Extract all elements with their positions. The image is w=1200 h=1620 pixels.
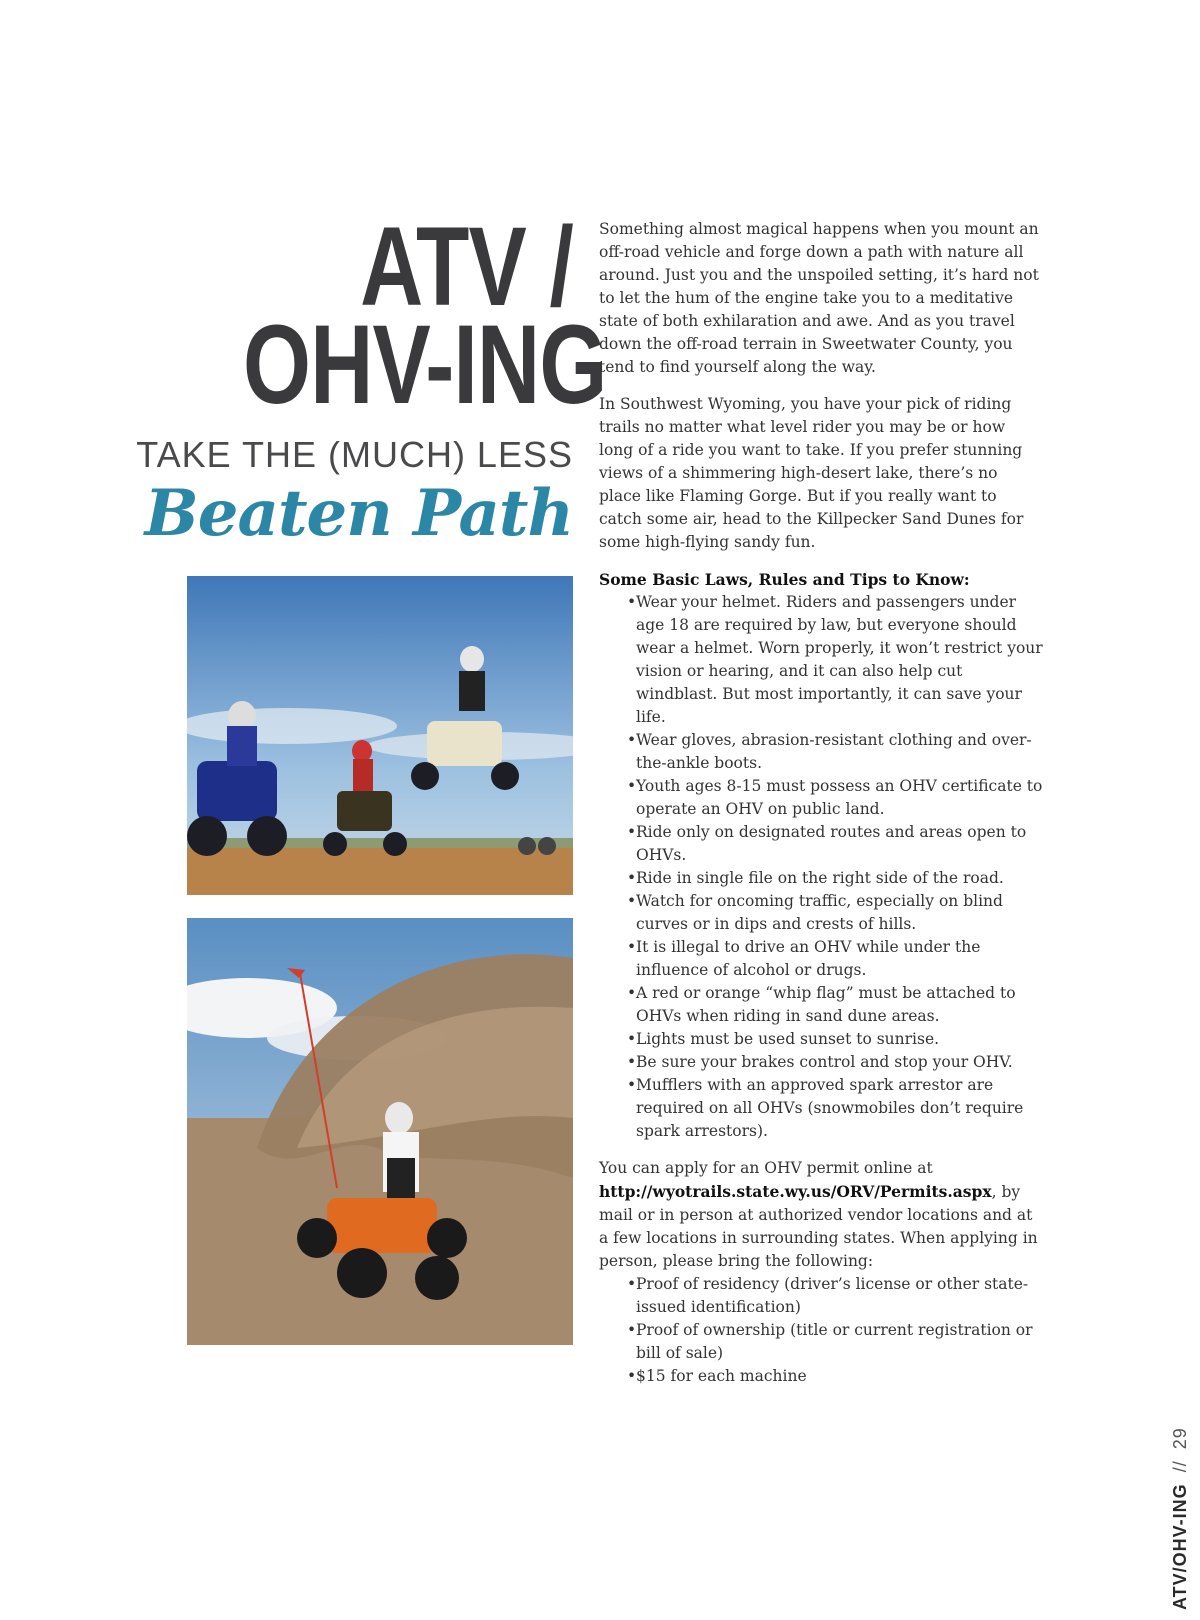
list-item: • Proof of residency (driver’s license or other state-issued identification) [627,1273,1044,1319]
list-item: • Mufflers with an approved spark arrestor are required on all OHVs (snowmobiles don’t require spark arrestors). [627,1074,1044,1143]
permit-url-link[interactable]: http://wyotrails.state.wy.us/ORV/Permits.aspx [599,1182,992,1201]
headline [136,204,607,551]
script-title: Beaten Path [144,476,573,551]
page-folio [1170,1410,1200,1620]
atv-dune-photo [187,918,573,1345]
list-item: • Lights must be used sunset to sunrise. [627,1028,1044,1051]
permit-paragraph [599,1157,1044,1273]
folio-separator: // [1170,1460,1190,1473]
atv-jump-photo [187,576,573,895]
list-item: • Be sure your brakes control and stop your OHV. [627,1051,1044,1074]
list-item: • A red or orange “whip flag” must be attached to OHVs when riding in sand dune areas. [627,982,1044,1028]
list-item: • Wear your helmet. Riders and passengers under age 18 are required by law, but everyone should wear a helmet. Worn properly, it won’t restrict your vision or hearing, and it can also help cut windblast. But most importantly, it can save your life. [627,591,1044,729]
intro-paragraph: Something almost magical happens when you mount an off-road vehicle and forge down a path with nature all around. Just you and the unspoiled setting, it’s hard not to let the hum of the engine take you to a meditative state of both exhilaration and awe. And as you travel down the off-road terrain in Sweetwater County, you tend to find yourself along the way. [599,220,1039,376]
permit-list [599,1273,1044,1388]
list-item: • It is illegal to drive an OHV while under the influence of alcohol or drugs. [627,936,1044,982]
permit-text-after: , by mail or in person at authorized vendor locations and at a few locations in surrounding states. When applying in person, please bring the following: [599,1183,1038,1270]
list-item: • Ride only on designated routes and areas open to OHVs. [627,821,1044,867]
title-line-2: OHV-ING [243,302,607,427]
subtitle: TAKE THE (MUCH) LESS [136,434,573,475]
rules-heading: Some Basic Laws, Rules and Tips to Know: [599,570,970,589]
list-item: • Wear gloves, abrasion-resistant clothing and over-the-ankle boots. [627,729,1044,775]
list-item: • Proof of ownership (title or current registration or bill of sale) [627,1319,1044,1365]
list-item: • Watch for oncoming traffic, especially on blind curves or in dips and crests of hills. [627,890,1044,936]
page-number: 29 [1170,1427,1190,1450]
trails-paragraph: In Southwest Wyoming, you have your pick of riding trails no matter what level rider you may be or how long of a ride you want to take. If you prefer stunning views of a shimmering high-desert lake, there’s no place like Flaming Gorge. But if you really want to catch some air, head to the Killpecker Sand Dunes for some high-flying sandy fun. [599,395,1024,551]
permit-text-before: You can apply for an OHV permit online at [599,1159,933,1177]
list-item: • Ride in single file on the right side of the road. [627,867,1044,890]
title-line-1: ATV / [360,204,573,329]
list-item: • $15 for each machine [627,1365,1044,1388]
folio-section: ATV/OHV-ING [1170,1483,1190,1610]
list-item: • Youth ages 8-15 must possess an OHV certificate to operate an OHV on public land. [627,775,1044,821]
rules-list [599,591,1044,1143]
body-column [599,218,1044,1402]
